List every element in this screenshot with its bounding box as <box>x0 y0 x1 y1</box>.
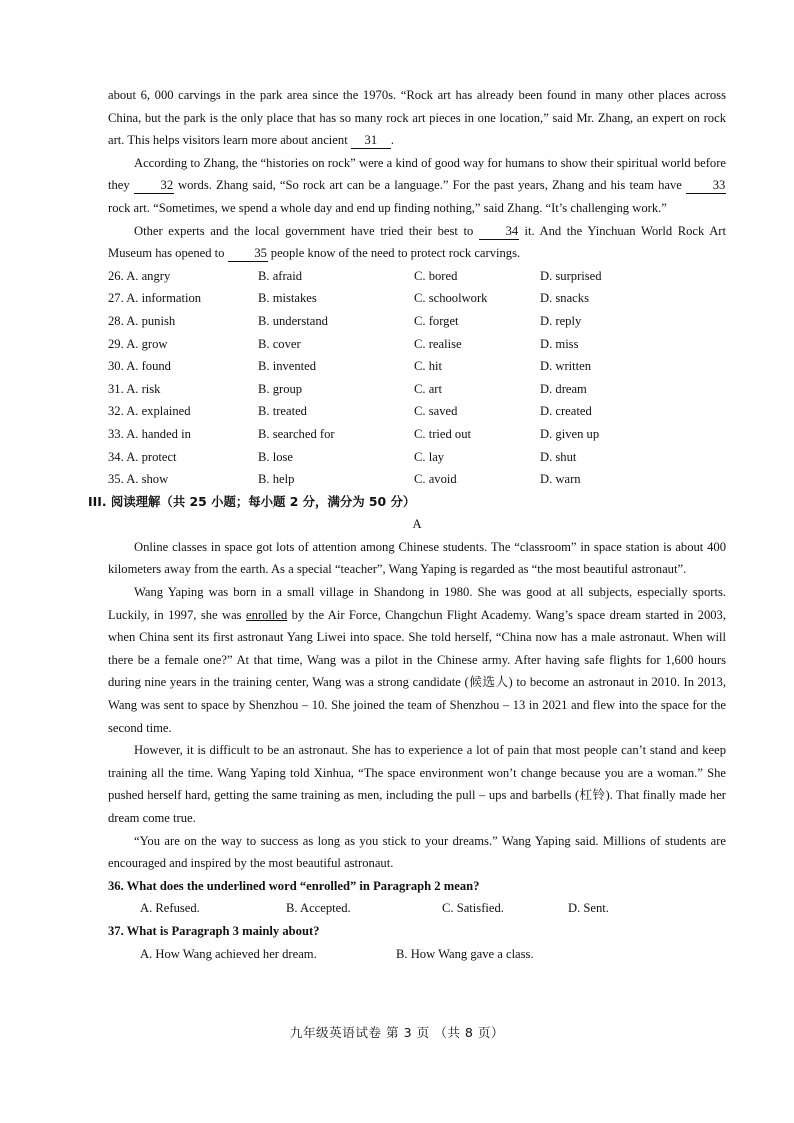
option-a: 27. A. information <box>108 291 202 306</box>
option-b: B. searched for <box>258 426 335 441</box>
cloze-text: Other experts and the local government have tried their best to <box>134 223 474 238</box>
option-b: B. treated <box>258 404 307 419</box>
option-d: D. written <box>540 359 592 374</box>
blank-31: 31 <box>351 132 391 149</box>
option-a: 28. A. punish <box>108 313 176 328</box>
option-d: D. given up <box>540 426 600 441</box>
cloze-text: According to Zhang, the “histories on rock” were a kind of good way for humans to show their spiritual world before they <box>108 155 726 193</box>
passage-text: by the Air Force, Changchun Flight Academy. Wang’s space dream started in 2003, when China sent its first astronaut Yang Liwei into space. She told herself, “China now has a male astronaut. When will there be a female one?” At that time, Wang was a pilot in the Chinese army. After having safe flights for 1,600 hours during nine years in the training center, Wang was a strong candidate (候选人) to become an astronaut in 2010. In 2013, Wang was sent to space by Shenzhou – 10. She joined the team of Shenzhou – 13 in 2021 and flew into the space for the second time. <box>108 607 727 735</box>
option-row <box>108 333 726 356</box>
passage-paragraph-1: Online classes in space got lots of attention among Chinese students. The “classroom” in space station is about 400 kilometers away from the earth. As a special “teacher”, Wang Yaping is regarded as “the most beautiful astronaut”. <box>108 539 726 577</box>
cloze-paragraph-1 <box>108 84 726 152</box>
option-a: 33. A. handed in <box>108 426 191 441</box>
question-37-choices <box>108 943 726 966</box>
cloze-options-table <box>108 265 726 491</box>
option-row <box>108 378 726 401</box>
option-row <box>108 310 726 333</box>
option-row <box>108 446 726 469</box>
option-d: D. miss <box>540 336 579 351</box>
option-a: 31. A. risk <box>108 381 161 396</box>
option-c: C. hit <box>414 359 442 374</box>
option-a: 34. A. protect <box>108 449 177 464</box>
cloze-text: . <box>390 133 394 148</box>
option-c: C. schoolwork <box>414 291 488 306</box>
question-36-stem: 36. What does the underlined word “enrolled” in Paragraph 2 mean? <box>108 878 480 893</box>
option-row <box>108 287 726 310</box>
underlined-word: enrolled <box>246 607 288 622</box>
option-a: 29. A. grow <box>108 336 168 351</box>
option-d: D. reply <box>540 313 582 328</box>
cloze-text: about 6, 000 carvings in the park area since the 1970s. “Rock art has already been found in many other places across China, but the park is the only place that has so many rock art pieces in one location,” said Mr. Zhang, an expert on rock art. This helps visitors learn more about ancient <box>108 88 726 148</box>
option-d: D. dream <box>540 381 587 396</box>
question-37-stem: 37. What is Paragraph 3 mainly about? <box>108 923 320 938</box>
option-c: C. lay <box>414 449 445 464</box>
choice-a: A. Refused. <box>140 901 200 916</box>
option-c: C. forget <box>414 313 459 328</box>
option-b: B. mistakes <box>258 291 317 306</box>
passage-paragraph-2 <box>108 581 726 739</box>
blank-34: 34 <box>479 223 519 240</box>
content-column <box>88 84 727 965</box>
option-d: D. snacks <box>540 291 589 306</box>
blank-32: 32 <box>134 177 174 194</box>
cloze-text: words. Zhang said, “So rock art can be a language.” For the past years, Zhang and his team have <box>177 178 682 193</box>
question-36-choices <box>108 897 726 920</box>
option-row <box>108 423 726 446</box>
option-a: 32. A. explained <box>108 404 191 419</box>
choice-a: A. How Wang achieved her dream. <box>140 946 317 961</box>
page-footer: 九年级英语试卷 第 3 页 （共 8 页） <box>289 1025 505 1040</box>
section-title: III. 阅读理解（共 25 小题；每小题 2 分，满分为 50 分） <box>88 493 416 509</box>
blank-35: 35 <box>228 245 268 262</box>
cloze-text: people know of the need to protect rock carvings. <box>270 246 521 261</box>
option-d: D. shut <box>540 449 577 464</box>
option-b: B. help <box>258 472 295 487</box>
option-a: 35. A. show <box>108 472 169 487</box>
option-d: D. created <box>540 404 592 419</box>
choice-b: B. Accepted. <box>286 901 351 916</box>
cloze-paragraph-3 <box>108 220 726 265</box>
cloze-paragraph-2 <box>108 152 726 220</box>
option-row <box>108 265 726 288</box>
option-c: C. avoid <box>414 472 457 487</box>
passage-letter: A <box>412 517 422 532</box>
choice-c: C. Satisfied. <box>442 901 504 916</box>
choice-d: D. Sent. <box>568 901 609 916</box>
option-c: C. saved <box>414 404 458 419</box>
option-b: B. afraid <box>258 268 303 283</box>
cloze-text: rock art. “Sometimes, we spend a whole day and end up finding nothing,” said Zhang. “It’s challenging work.” <box>108 200 667 215</box>
option-a: 30. A. found <box>108 359 171 374</box>
option-b: B. invented <box>258 359 317 374</box>
option-b: B. lose <box>258 449 293 464</box>
option-b: B. cover <box>258 336 301 351</box>
option-b: B. group <box>258 381 303 396</box>
option-c: C. art <box>414 381 442 396</box>
option-row <box>108 468 726 491</box>
passage-text: Wang Yaping was born in a small village in Shandong in 1980. She was good at all subjects, especially sports. Luckily, in 1997, she was <box>108 585 726 622</box>
choice-b: B. How Wang gave a class. <box>396 946 534 961</box>
option-d: D. surprised <box>540 268 602 283</box>
option-c: C. tried out <box>414 426 472 441</box>
option-d: D. warn <box>540 472 581 487</box>
option-row <box>108 355 726 378</box>
option-c: C. realise <box>414 336 462 351</box>
option-c: C. bored <box>414 268 458 283</box>
blank-33: 33 <box>686 177 726 194</box>
passage-paragraph-4: “You are on the way to success as long as you stick to your dreams.” Wang Yaping said. Millions of students are encouraged and inspired by the most beautiful astronaut. <box>108 833 726 871</box>
option-a: 26. A. angry <box>108 268 171 283</box>
option-row <box>108 400 726 423</box>
option-b: B. understand <box>258 313 328 328</box>
cloze-text: it. And the Yinchuan World Rock Art Museum has opened to <box>108 223 727 261</box>
passage-paragraph-3: However, it is difficult to be an astronaut. She has to experience a lot of pain that most people can’t stand and keep training all the time. Wang Yaping told Xinhua, “The space environment won’t change because you are a woman.” She pushed herself hard, getting the same training as men, including the pull – ups and barbells (杠铃). That finally made her dream come true. <box>108 743 726 825</box>
